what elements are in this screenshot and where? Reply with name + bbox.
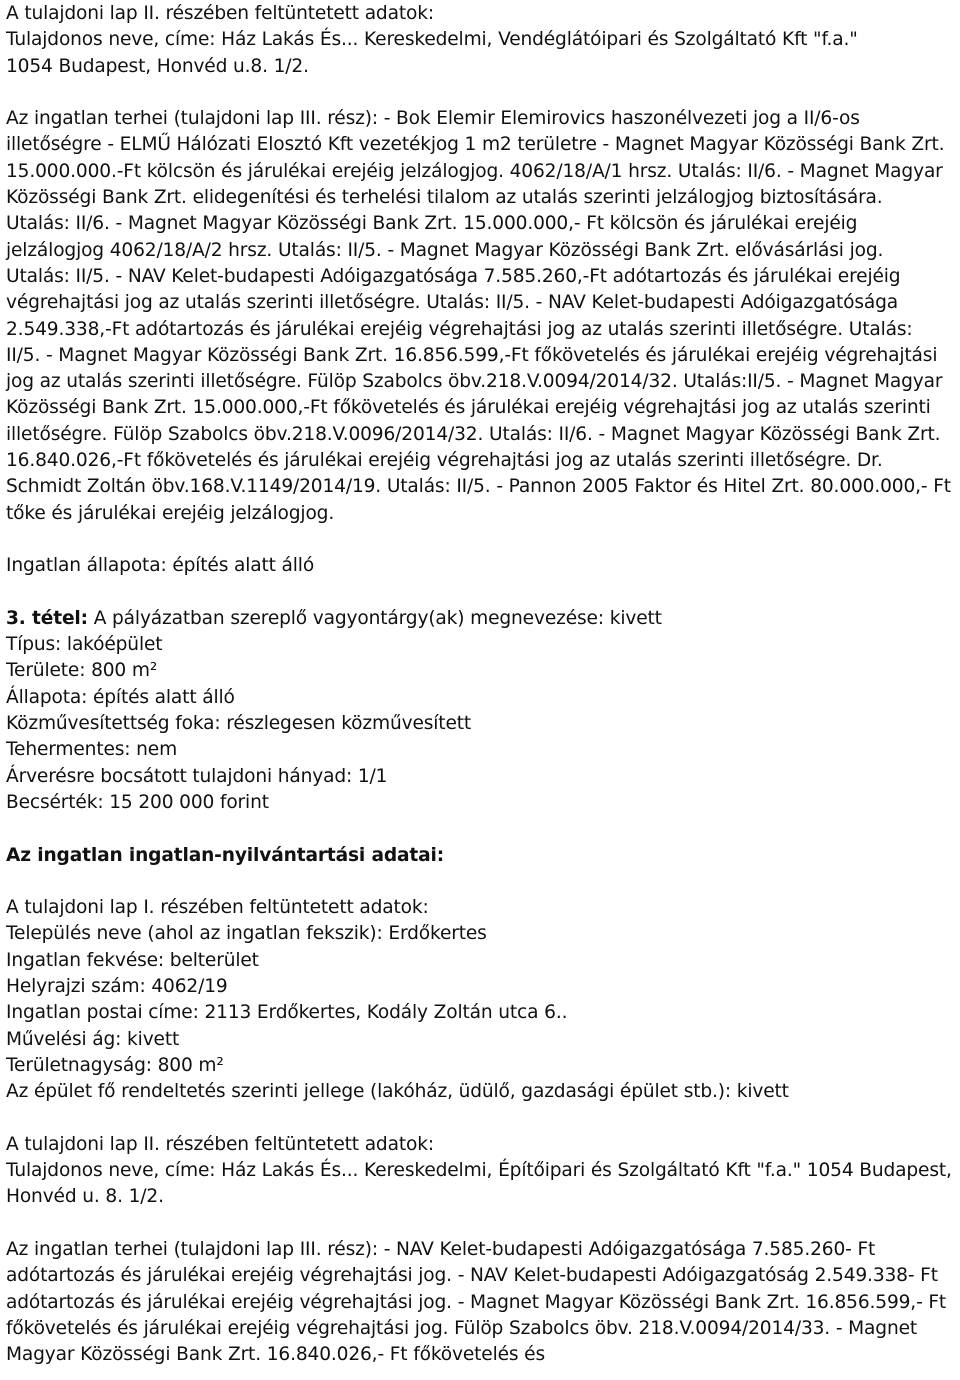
postal-address: Ingatlan postai címe: 2113 Erdőkertes, Kodály Zoltán utca 6..	[6, 1002, 568, 1024]
registry-part2	[6, 1132, 952, 1211]
registry-part1	[6, 895, 952, 1105]
encumbrances-previous: Az ingatlan terhei (tulajdoni lap III. rész): - Bok Elemir Elemirovics haszonélvezeti jog a II/6-os illetőségre - ELMŰ Hálózati Elosztó Kft vezetékjog 1 m2 területre - Magnet Magyar Közösségi Bank Zrt. 15.000.000.-Ft kölcsön és járulékai erejéig jelzálogjog. 4062/18/A/1 hrsz. Utalás: II/6. - Magnet Magyar Közösségi Bank Zrt. elidegenítési és terhelési tilalom az utalás szerinti jelzálogjog biztosítására. Utalás: II/6. - Magnet Magyar Közösségi Bank Zrt. 15.000.000,- Ft kölcsön és járulékai erejéig jelzálogjog 4062/18/A/2 hrsz. Utalás: II/5. - Magnet Magyar Közösségi Bank Zrt. elővásárlási jog. Utalás: II/5. - NAV Kelet-budapesti Adóigazgatósága 7.585.260,-Ft adótartozás és járulékai erejéig végrehajtási jog az utalás szerinti illetőségre. Utalás: II/5. - NAV Kelet-budapesti Adóigazgatósága 2.549.338,-Ft adótartozás és járulékai erejéig végrehajtási jog az utalás szerinti illetőségre. Utalás: II/5. - Magnet Magyar Közösségi Bank Zrt. 16.856.599,-Ft főkövetelés és járulékai erejéig végrehajtási jog az utalás szerinti illetőségre. Fülöp Szabolcs öbv.218.V.0094/2014/32. Utalás:II/5. - Magnet Magyar Közösségi Bank Zrt. 15.000.000,-Ft főkövetelés és járulékai erejéig végrehajtási jog az utalás szerinti illetőségre. Fülöp Szabolcs öbv.218.V.0096/2014/32. Utalás: II/6. - Magnet Magyar Közösségi Bank Zrt. 16.840.026,-Ft főkövetelés és járulékai erejéig végrehajtási jog az utalás szerinti illetőségre. Dr. Schmidt Zoltán öbv.168.V.1149/2014/19. Utalás: II/5. - Pannon 2005 Faktor és Hitel Zrt. 80.000.000,- Ft tőke és járulékai erejéig jelzálogjog.	[6, 108, 951, 524]
building-character: Az épület fő rendeltetés szerinti jellege (lakóház, üdülő, gazdasági épület stb.): kivett	[6, 1081, 789, 1103]
part1-heading: A tulajdoni lap I. részében feltüntetett adatok:	[6, 897, 429, 919]
lot-3-number: 3. tétel:	[6, 607, 88, 629]
settlement-name: Település neve (ahol az ingatlan fekszik): Erdőkertes	[6, 923, 487, 945]
lot-number: Helyrajzi szám: 4062/19	[6, 975, 228, 997]
lot-3-title-rest: A pályázatban szereplő vagyontárgy(ak) megnevezése: kivett	[87, 607, 662, 629]
lot-condition: Állapota: építés alatt álló	[6, 686, 235, 708]
property-location: Ingatlan fekvése: belterület	[6, 949, 259, 971]
owner-line-2: 1054 Budapest, Honvéd u.8. 1/2.	[6, 55, 309, 77]
lot-unencumbered: Tehermentes: nem	[6, 739, 178, 761]
lot-type: Típus: lakóépület	[6, 634, 163, 656]
lot-3-section	[6, 606, 952, 816]
lot-3-title	[6, 606, 952, 632]
part2-heading: A tulajdoni lap II. részében feltüntetett adatok:	[6, 1133, 434, 1155]
registry-heading: Az ingatlan ingatlan-nyilvántartási adatai:	[6, 844, 445, 866]
encumbrances-registry: Az ingatlan terhei (tulajdoni lap III. rész): - NAV Kelet-budapesti Adóigazgatósága 7.585.260- Ft adótartozás és járulékai erejéig végrehajtási jog. - NAV Kelet-budapesti Adóigazgatóság 2.549.338- Ft adótartozás és járulékai erejéig végrehajtási jog. - Magnet Magyar Közösségi Bank Zrt. 16.856.599,- Ft főkövetelés és járulékai erejéig végrehajtási jog. Fülöp Szabolcs öbv. 218.V.0094/2014/33. - Magnet Magyar Közösségi Bank Zrt. 16.840.026,- Ft főkövetelés és	[6, 1238, 947, 1366]
lot-area: Területe: 800 m²	[6, 660, 158, 682]
lot-share: Árverésre bocsátott tulajdoni hányad: 1/1	[6, 765, 388, 787]
lot-utilities: Közművesítettség foka: részlegesen közművesített	[6, 713, 472, 735]
owner-details: Tulajdonos neve, címe: Ház Lakás És... Kereskedelmi, Építőipari és Szolgáltató Kft "f.a." 1054 Budapest, Honvéd u. 8. 1/2.	[6, 1160, 952, 1208]
cultivation-branch: Művelési ág: kivett	[6, 1028, 180, 1050]
owner-line-1: Tulajdonos neve, címe: Ház Lakás És... Kereskedelmi, Vendéglátóipari és Szolgáltató Kft "f.a."	[6, 29, 858, 51]
owner-heading: A tulajdoni lap II. részében feltüntetett adatok:	[6, 3, 434, 24]
property-state: Ingatlan állapota: építés alatt álló	[6, 555, 315, 577]
land-size: Területnagyság: 800 m²	[6, 1054, 224, 1076]
owner-section-previous	[6, 1, 952, 80]
lot-valuation: Becsérték: 15 200 000 forint	[6, 791, 269, 813]
